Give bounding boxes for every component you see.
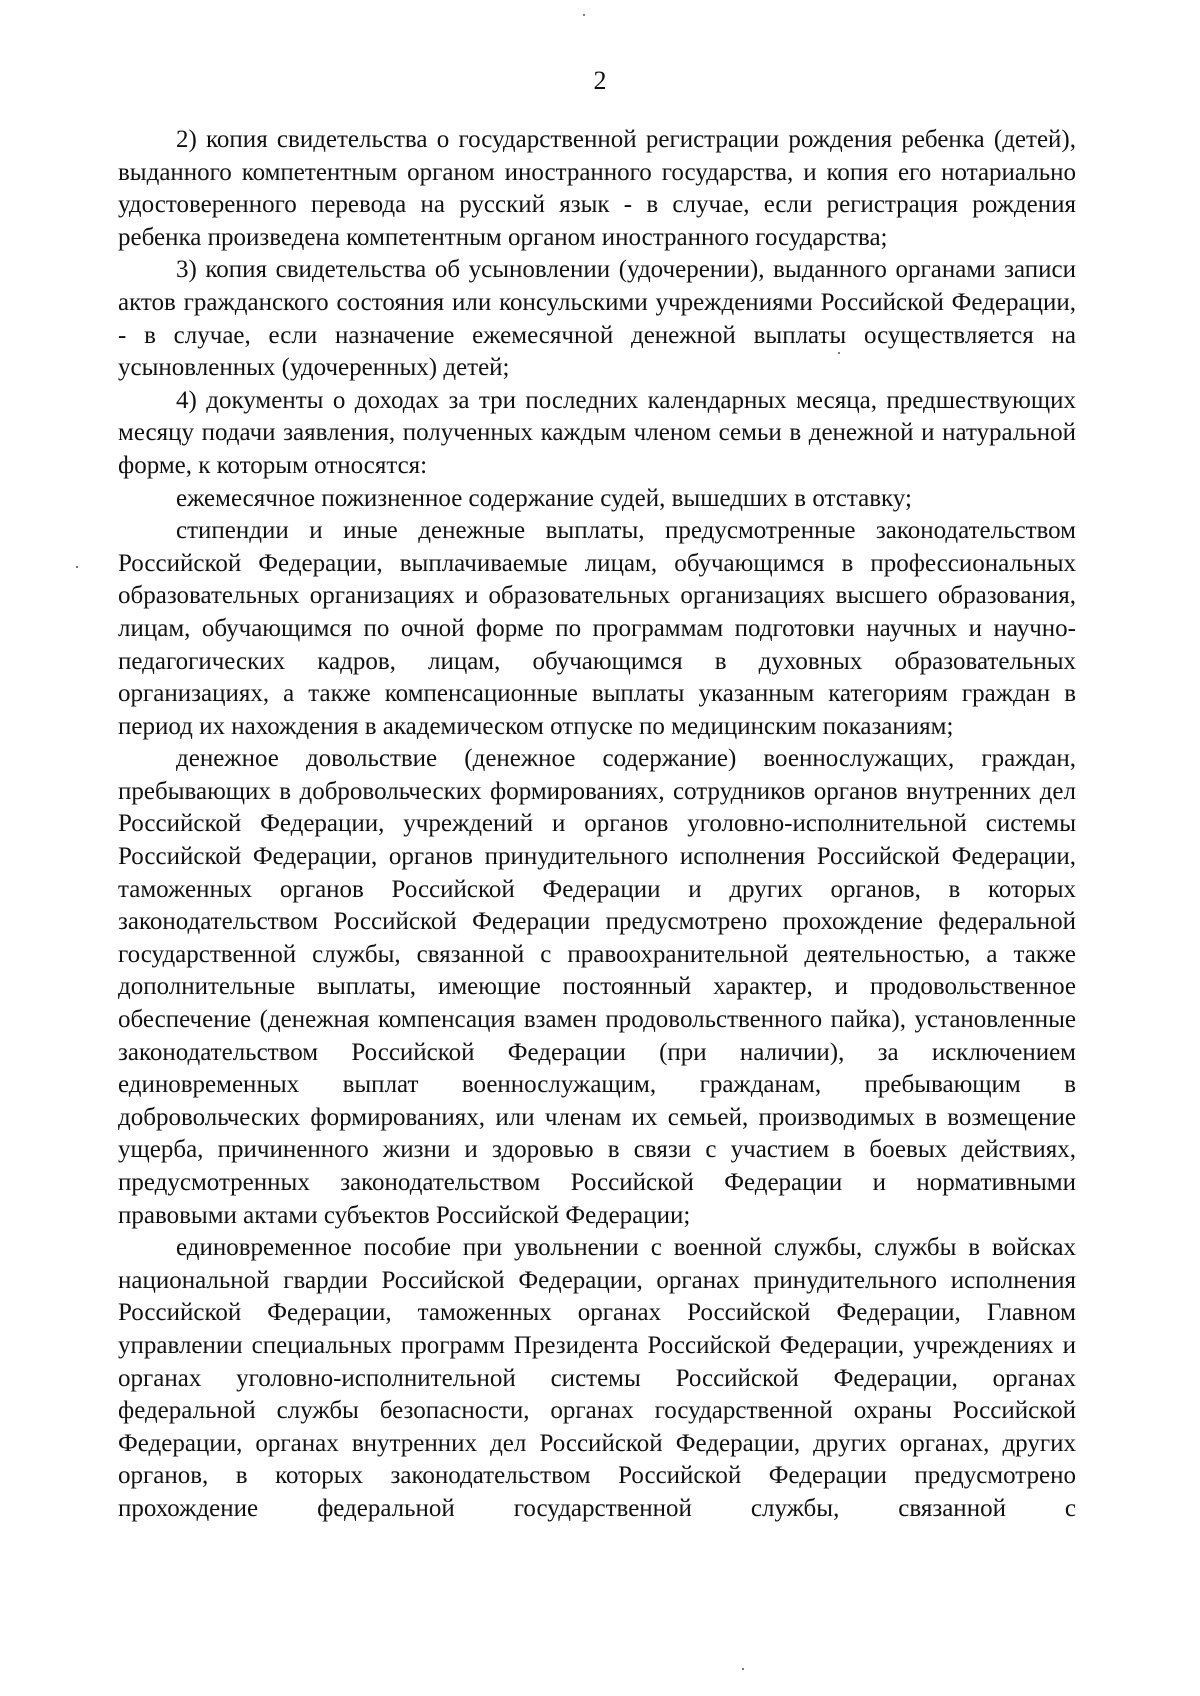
paragraph-item-2: 2) копия свидетельства о государственной регистрации рождения ребенка (детей), выданного компетентным органом иностранного государства, и копия его нотариально удостоверенного перевода на русский язык - в случае, если регистрация рождения ребенка произведена компетентным органом иностранного государства; — [118, 126, 1076, 251]
document-body — [118, 124, 1076, 1526]
scan-speck — [838, 352, 840, 354]
scan-speck — [742, 1668, 744, 1670]
paragraph-military-allowance: денежное довольствие (денежное содержание) военнослужащих, граждан, пребывающих в добровольческих формированиях, сотрудников органов внутренних дел Российской Федерации, учреждений и органов уголовно-исполнительной системы Российской Федерации, органов принудительного исполнения Российской Федерации, таможенных органов Российской Федерации и других органов, в которых законодательством Российской Федерации предусмотрено прохождение федеральной государственной службы, связанной с правоохранительной деятельностью, а также дополнительные выплаты, имеющие постоянный характер, и продовольственное обеспечение (денежная компенсация взамен продовольственного пайка), установленные законодательством Российской Федерации (при наличии), за исключением единовременных выплат военнослужащим, гражданам, пребывающим в добровольческих формированиях, или членам их семьей, производимых в возмещение ущерба, причиненного жизни и здоровью в связи с участием в боевых действиях, предусмотренных законодательством Российской Федерации и нормативными правовыми актами субъектов Российской Федерации; — [118, 745, 1076, 1229]
paragraph-judges-allowance: ежемесячное пожизненное содержание судей, вышедших в отставку; — [176, 484, 912, 512]
paragraph-stipends: стипендии и иные денежные выплаты, предусмотренные законодательством Российской Федерации, выплачиваемые лицам, обучающимся в профессиональных образовательных организациях и образовательных организациях высшего образования, лицам, обучающимся по очной форме по программам подготовки научных и научно-педагогических кадров, лицам, обучающимся в духовных образовательных организациях, а также компенсационные выплаты указанным категориям граждан в период их нахождения в академическом отпуске по медицинским показаниям; — [118, 517, 1076, 740]
page-number: 2 — [593, 66, 607, 95]
paragraph-item-3: 3) копия свидетельства об усыновлении (удочерении), выданного органами записи актов гражданского состояния или консульскими учреждениями Российской Федерации, - в случае, если назначение ежемесячной денежной выплаты осуществляется на усыновленных (удочеренных) детей; — [118, 256, 1076, 382]
scan-speck — [583, 14, 585, 16]
scan-speck — [76, 566, 78, 568]
paragraph-severance-benefit: единовременное пособие при увольнении с военной службы, службы в войсках национальной гвардии Российской Федерации, органах принудительного исполнения Российской Федерации, таможенных органах Российской Федерации, Главном управлении специальных программ Президента Российской Федерации, учреждениях и органах уголовно-исполнительной системы Российской Федерации, органах федеральной службы безопасности, органах государственной охраны Российской Федерации, органах внутренних дел Российской Федерации, других органах, других органов, в которых законодательством Российской Федерации предусмотрено прохождение федеральной государственной службы, связанной с — [118, 1234, 1076, 1522]
paragraph-item-4: 4) документы о доходах за три последних календарных месяца, предшествующих месяцу подачи заявления, полученных каждым членом семьи в денежной и натуральной форме, к которым относятся: — [118, 386, 1076, 479]
